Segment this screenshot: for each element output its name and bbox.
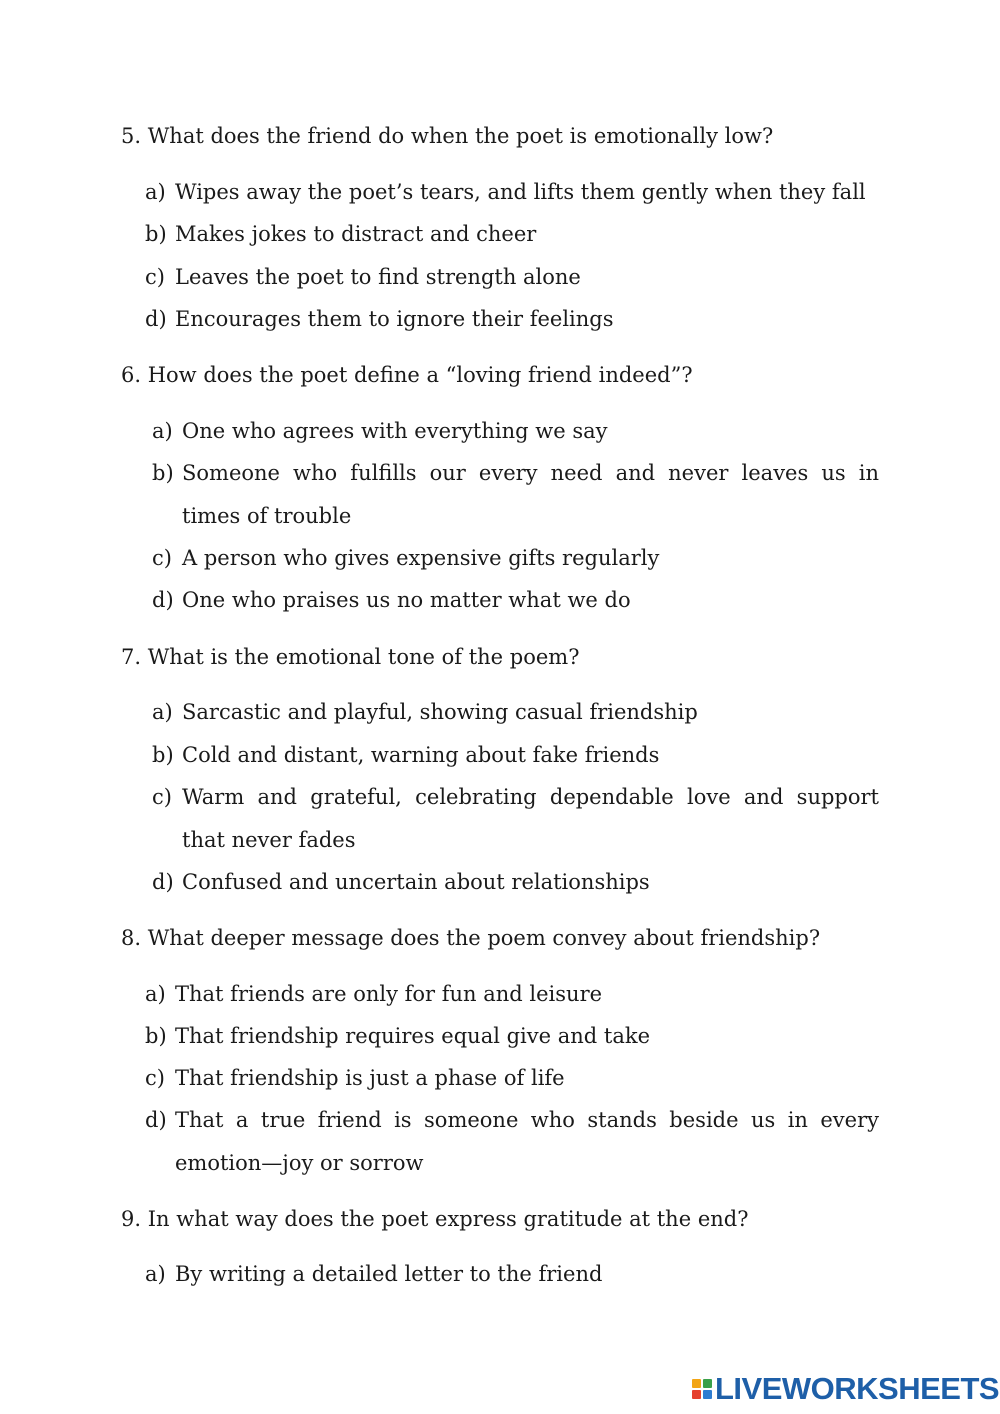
option-letter: a) [145, 1262, 166, 1286]
option-letter: b) [145, 1024, 167, 1048]
logo-square-orange [692, 1379, 701, 1388]
question-6-option-c[interactable] [152, 537, 879, 580]
option-letter: c) [145, 265, 165, 289]
option-text: Leaves the poet to find strength alone [175, 265, 581, 289]
question-8-option-c[interactable] [145, 1057, 879, 1100]
question-7-option-b[interactable] [152, 734, 879, 777]
option-letter: c) [152, 546, 172, 570]
option-text: Sarcastic and playful, showing casual friendship [182, 700, 698, 724]
question-9-option-a[interactable] [145, 1253, 879, 1296]
question-6-option-d[interactable] [152, 579, 879, 622]
liveworksheets-logo[interactable] [692, 1371, 999, 1407]
option-letter: a) [152, 700, 173, 724]
question-5-option-d[interactable] [145, 298, 879, 341]
option-text: Confused and uncertain about relationships [182, 870, 650, 894]
logo-text: LIVEWORKSHEETS [715, 1371, 1000, 1406]
question-7: 7. What is the emotional tone of the poem? [121, 645, 580, 669]
option-text: That friends are only for fun and leisure [175, 982, 603, 1006]
option-text: By writing a detailed letter to the friend [175, 1262, 603, 1286]
question-5-option-a[interactable] [145, 171, 879, 214]
option-text: Makes jokes to distract and cheer [175, 222, 537, 246]
option-letter: b) [145, 222, 167, 246]
option-text: That a true friend is someone who stands beside us in every emotion—joy or sorrow [175, 1108, 879, 1175]
option-letter: a) [145, 180, 166, 204]
option-text: One who praises us no matter what we do [182, 588, 631, 612]
question-5-option-c[interactable] [145, 256, 879, 299]
question-8: 8. What deeper message does the poem convey about friendship? [121, 926, 821, 950]
option-text: That friendship requires equal give and take [175, 1024, 651, 1048]
option-text: That friendship is just a phase of life [175, 1066, 565, 1090]
logo-square-blue [703, 1390, 712, 1399]
option-letter: b) [152, 743, 174, 767]
option-text: Warm and grateful, celebrating dependable love and support that never fades [182, 785, 879, 852]
question-5-option-b[interactable] [145, 213, 879, 256]
option-letter: d) [145, 1108, 167, 1132]
question-5: 5. What does the friend do when the poet is emotionally low? [121, 124, 774, 148]
logo-square-green [703, 1379, 712, 1388]
question-7-option-d[interactable] [152, 861, 879, 904]
option-text: A person who gives expensive gifts regularly [182, 546, 660, 570]
option-text: Encourages them to ignore their feelings [175, 307, 614, 331]
option-text: Wipes away the poet’s tears, and lifts them gently when they fall [175, 180, 866, 204]
question-7-option-c[interactable] [152, 776, 879, 861]
option-letter: b) [152, 461, 174, 485]
option-letter: a) [145, 982, 166, 1006]
question-6-option-a[interactable] [152, 410, 879, 453]
option-text: Cold and distant, warning about fake friends [182, 743, 660, 767]
option-letter: d) [152, 588, 174, 612]
option-letter: d) [152, 870, 174, 894]
liveworksheets-logo-icon [692, 1379, 712, 1399]
option-letter: a) [152, 419, 173, 443]
option-letter: c) [152, 785, 172, 809]
option-letter: c) [145, 1066, 165, 1090]
option-text: Someone who fulfills our every need and never leaves us in times of trouble [182, 461, 879, 528]
question-8-option-b[interactable] [145, 1015, 879, 1058]
option-letter: d) [145, 307, 167, 331]
logo-square-red [692, 1390, 701, 1399]
question-7-option-a[interactable] [152, 691, 879, 734]
option-text: One who agrees with everything we say [182, 419, 608, 443]
question-9: 9. In what way does the poet express gratitude at the end? [121, 1207, 749, 1231]
question-6-option-b[interactable] [152, 452, 879, 537]
question-8-option-a[interactable] [145, 973, 879, 1016]
question-6: 6. How does the poet define a “loving friend indeed”? [121, 363, 693, 387]
question-8-option-d[interactable] [145, 1099, 879, 1184]
